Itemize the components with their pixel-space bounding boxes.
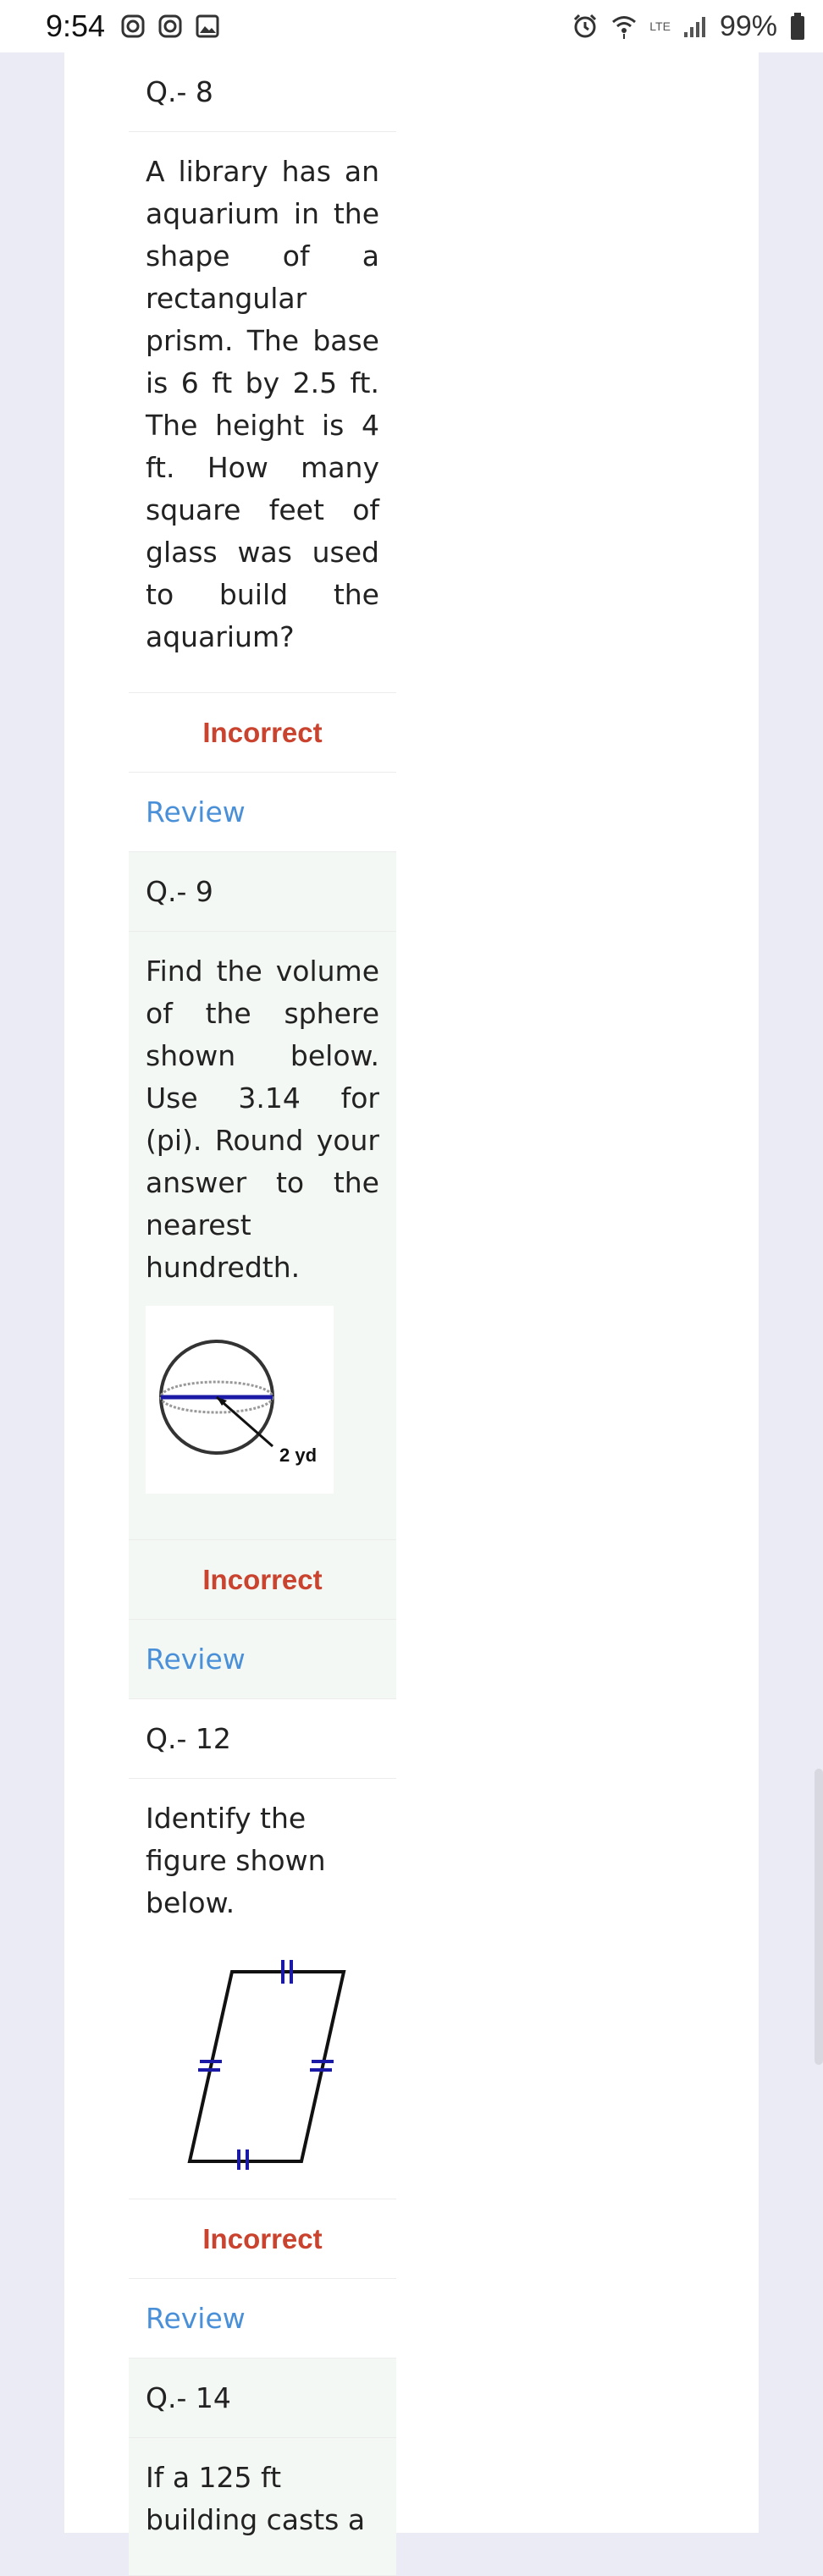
review-link[interactable]: Review [146,795,246,828]
sphere-diagram [146,1306,334,1494]
sphere-figure [146,1289,379,1505]
review-cell [129,2279,396,2359]
instagram-icon [120,14,146,39]
question-number-label: Q.- 9 [146,874,213,908]
parallelogram-diagram [146,1958,357,2170]
wifi-icon [610,13,638,40]
review-cell [129,773,396,852]
parallelogram-figure [146,1924,379,2182]
status-incorrect: Incorrect [202,2222,323,2254]
figure-label: 2 yd [279,1445,318,1466]
signal-icon [682,14,708,39]
gallery-icon [195,14,220,39]
status-left-icons [120,14,220,39]
question-number-label: Q.- 8 [146,74,213,108]
question-number [129,52,396,132]
battery-percent: 99% [719,9,777,42]
lte-icon [649,19,671,33]
question-number [129,852,396,932]
question-body [129,1779,396,2199]
review-link[interactable]: Review [146,1642,246,1676]
question-number-label: Q.- 12 [146,1721,231,1755]
question-body [129,932,396,1540]
question-text: A library has an aquarium in the shape of a rectangular prism. The base is 6 ft by 2.5 ft. The height is 4 ft. How many square feet of glass was used to build the aquarium? [129,132,396,693]
question-number-label: Q.- 14 [146,2381,231,2414]
status-bar [0,0,823,52]
question-text: Find the volume of the sphere shown below. Use 3.14 for (pi). Round your answer to the nearest hundredth. [146,955,379,1284]
question-list [129,52,396,2576]
status-incorrect: Incorrect [202,716,323,748]
status-incorrect: Incorrect [202,1563,323,1595]
status-time: 9:54 [46,8,106,43]
question-text: Identify the figure shown below. [146,1802,326,1919]
review-link[interactable]: Review [146,2301,246,2335]
answer-status [129,693,396,773]
battery-icon [789,12,806,41]
alarm-icon [572,13,599,40]
answer-status [129,1540,396,1620]
review-cell [129,1620,396,1699]
question-number [129,1699,396,1779]
page-margin-right [759,52,823,2533]
page-margin-left [0,52,64,2533]
scrollbar[interactable] [815,1769,823,2065]
status-right-icons [572,10,806,43]
question-text: If a 125 ft building casts a [129,2438,396,2576]
answer-status [129,2199,396,2279]
lte-label: LTE [649,19,671,33]
instagram-icon [157,14,183,39]
question-number [129,2359,396,2438]
